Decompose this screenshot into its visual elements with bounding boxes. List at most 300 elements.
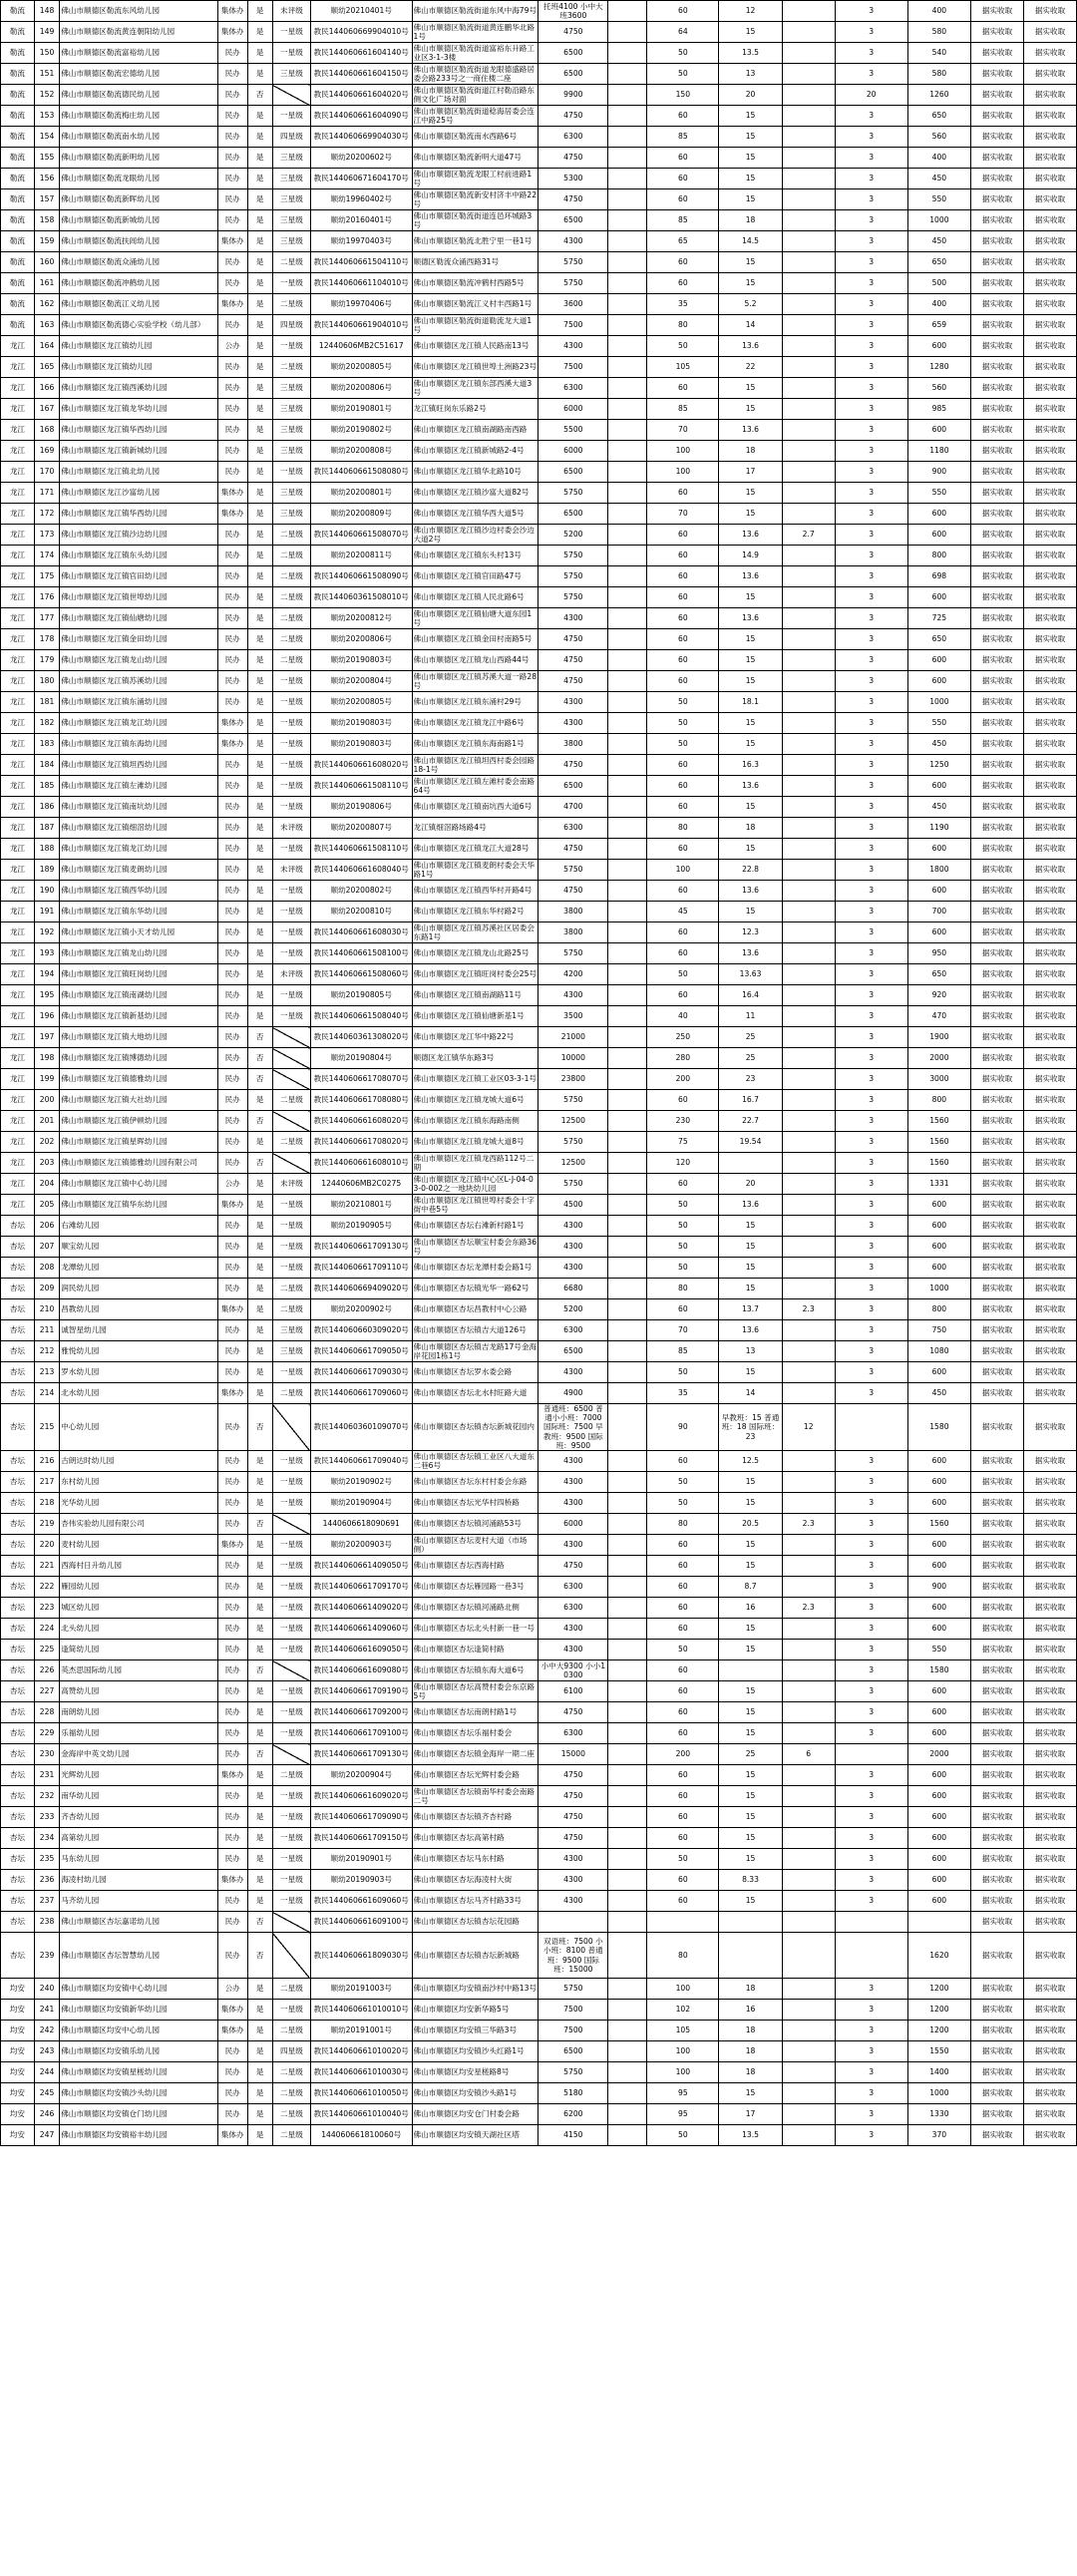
license-cell: 教民144060661104010号 xyxy=(310,273,412,294)
subsidy-cell xyxy=(782,1577,835,1598)
address-cell: 佛山市顺德区龙江镇龙城大道6号 xyxy=(412,1090,538,1111)
ratio-cell: 15 xyxy=(719,839,782,860)
subsidy-cell xyxy=(782,1451,835,1472)
fee-standard-cell: 4750 xyxy=(538,671,608,692)
charge-method-cell: 据实收取 xyxy=(971,399,1024,420)
address-cell: 佛山市顺德区杏坛罗水委会路 xyxy=(412,1362,538,1383)
charge-method-cell: 据实收取 xyxy=(971,922,1024,943)
charge-method-cell-2: 据实收取 xyxy=(1024,378,1077,399)
fee-note-cell xyxy=(608,881,647,902)
fee-standard-cell: 9900 xyxy=(538,85,608,106)
license-cell: 教民144060661604020号 xyxy=(310,85,412,106)
town-cell: 龙江 xyxy=(1,1153,35,1174)
row-number-cell: 237 xyxy=(34,1891,59,1912)
other-fee-cell: 600 xyxy=(907,1451,970,1472)
fee-note-cell xyxy=(608,483,647,504)
extra-fee-cell: 3 xyxy=(835,818,907,839)
grade-cell: 一星级 xyxy=(272,797,310,818)
town-cell: 龙江 xyxy=(1,483,35,504)
fee-note-cell xyxy=(608,1027,647,1048)
ratio-cell: 22.7 xyxy=(719,1111,782,1132)
address-cell: 佛山市顺德区勒流街道黄连鹏华北路1号 xyxy=(412,22,538,43)
charge-method-cell: 据实收取 xyxy=(971,964,1024,985)
charge-method-cell-2: 据实收取 xyxy=(1024,1451,1077,1472)
school-type-cell: 民办 xyxy=(217,1681,247,1702)
charge-method-cell-2: 据实收取 xyxy=(1024,420,1077,441)
grade-cell: 一星级 xyxy=(272,1891,310,1912)
address-cell: 佛山市顺德区龙江镇龙山西路44号 xyxy=(412,650,538,671)
grade-cell: 二星级 xyxy=(272,1979,310,2000)
kindergarten-name-cell: 佛山市顺德区均安镇星槎幼儿园 xyxy=(60,2062,218,2083)
school-type-cell: 民办 xyxy=(217,671,247,692)
inclusive-cell: 是 xyxy=(247,1786,272,1807)
fee-standard-cell: 4300 xyxy=(538,608,608,629)
charge-method-cell: 据实收取 xyxy=(971,1765,1024,1786)
kindergarten-name-cell: 佛山市顺德区龙江镇苏溪幼儿园 xyxy=(60,671,218,692)
town-cell: 杏坛 xyxy=(1,1577,35,1598)
extra-fee-cell: 3 xyxy=(835,2062,907,2083)
subsidy-cell xyxy=(782,1362,835,1383)
school-type-cell: 民办 xyxy=(217,1807,247,1828)
charge-method-cell: 据实收取 xyxy=(971,420,1024,441)
fee-note-cell xyxy=(608,692,647,713)
kindergarten-name-cell: 逢简幼儿园 xyxy=(60,1640,218,1660)
row-number-cell: 198 xyxy=(34,1048,59,1069)
kindergarten-name-cell: 佛山市顺德区龙江镇博德幼儿园 xyxy=(60,1048,218,1069)
ratio-cell: 8.7 xyxy=(719,1577,782,1598)
town-cell: 龙江 xyxy=(1,608,35,629)
license-cell: 顺幼20190803号 xyxy=(310,713,412,734)
row-number-cell: 212 xyxy=(34,1341,59,1362)
grade-cell: 二星级 xyxy=(272,357,310,378)
charge-method-cell: 据实收取 xyxy=(971,1237,1024,1258)
kindergarten-name-cell: 佛山市顺德区龙江镇小天才幼儿园 xyxy=(60,922,218,943)
grade-cell: 一星级 xyxy=(272,1472,310,1493)
fee-standard-cell: 5750 xyxy=(538,252,608,273)
charge-method-cell: 据实收取 xyxy=(971,1090,1024,1111)
charge-method-cell: 据实收取 xyxy=(971,943,1024,964)
other-fee-cell: 600 xyxy=(907,1493,970,1514)
row-number-cell: 247 xyxy=(34,2125,59,2146)
address-cell: 佛山市顺德区龙江镇华西大道5号 xyxy=(412,504,538,525)
other-fee-cell: 500 xyxy=(907,273,970,294)
charge-method-cell: 据实收取 xyxy=(971,713,1024,734)
fee-note-cell xyxy=(608,985,647,1006)
row-number-cell: 233 xyxy=(34,1807,59,1828)
address-cell: 佛山市顺德区杏坛昌教村中心公路 xyxy=(412,1299,538,1320)
other-fee-cell: 450 xyxy=(907,1383,970,1404)
table-row xyxy=(1,64,1077,85)
kindergarten-name-cell: 佛山市顺德区勒流德心实验学校（幼儿部） xyxy=(60,315,218,336)
row-number-cell: 203 xyxy=(34,1153,59,1174)
license-cell: 教民144060661608030号 xyxy=(310,922,412,943)
meal-fee-cell: 120 xyxy=(647,1153,719,1174)
school-type-cell: 民办 xyxy=(217,860,247,881)
charge-method-cell: 据实收取 xyxy=(971,839,1024,860)
extra-fee-cell: 3 xyxy=(835,231,907,252)
inclusive-cell: 是 xyxy=(247,169,272,189)
school-type-cell: 民办 xyxy=(217,315,247,336)
license-cell: 顺幼20210401号 xyxy=(310,1,412,22)
subsidy-cell xyxy=(782,629,835,650)
school-type-cell: 集体办 xyxy=(217,1870,247,1891)
address-cell: 佛山市顺德区勒流街道连邑环城路3号 xyxy=(412,210,538,231)
meal-fee-cell: 80 xyxy=(647,315,719,336)
meal-fee-cell: 60 xyxy=(647,1660,719,1681)
school-type-cell: 集体办 xyxy=(217,1,247,22)
fee-standard-cell: 6300 xyxy=(538,127,608,148)
meal-fee-cell: 60 xyxy=(647,1535,719,1556)
charge-method-cell-2: 据实收取 xyxy=(1024,106,1077,127)
address-cell: 佛山市顺德区杏坛马东村路 xyxy=(412,1849,538,1870)
subsidy-cell xyxy=(782,1619,835,1640)
other-fee-cell: 1200 xyxy=(907,2000,970,2021)
school-type-cell: 民办 xyxy=(217,1027,247,1048)
grade-cell: 一星级 xyxy=(272,1640,310,1660)
address-cell: 佛山市顺德区龙江镇华北路10号 xyxy=(412,462,538,483)
meal-fee-cell: 250 xyxy=(647,1027,719,1048)
ratio-cell: 15 xyxy=(719,169,782,189)
ratio-cell: 13.6 xyxy=(719,943,782,964)
charge-method-cell-2: 据实收取 xyxy=(1024,22,1077,43)
subsidy-cell: 12 xyxy=(782,1404,835,1451)
kindergarten-name-cell: 佛山市顺德区龙江镇新城幼儿园 xyxy=(60,441,218,462)
kindergarten-name-cell: 佛山市顺德区龙江镇东头幼儿园 xyxy=(60,546,218,566)
other-fee-cell: 600 xyxy=(907,420,970,441)
grade-cell: 一星级 xyxy=(272,1237,310,1258)
town-cell: 龙江 xyxy=(1,336,35,357)
subsidy-cell xyxy=(782,43,835,64)
kindergarten-name-cell: 佛山市顺德区龙江镇坦西幼儿园 xyxy=(60,755,218,776)
extra-fee-cell: 3 xyxy=(835,1383,907,1404)
address-cell: 佛山市顺德区杏坛东村村委会东路 xyxy=(412,1472,538,1493)
address-cell: 佛山市顺德区勒流街道富裕东升路工业区3-1-3楼 xyxy=(412,43,538,64)
other-fee-cell: 2000 xyxy=(907,1744,970,1765)
town-cell: 龙江 xyxy=(1,985,35,1006)
extra-fee-cell: 3 xyxy=(835,1619,907,1640)
fee-note-cell xyxy=(608,1341,647,1362)
charge-method-cell-2: 据实收取 xyxy=(1024,525,1077,546)
address-cell: 顺德区龙江镇华东路3号 xyxy=(412,1048,538,1069)
kindergarten-name-cell: 佛山市顺德区龙江镇大社幼儿园 xyxy=(60,1090,218,1111)
other-fee-cell: 950 xyxy=(907,943,970,964)
inclusive-cell: 是 xyxy=(247,1341,272,1362)
kindergarten-name-cell: 佛山市顺德区龙江镇东涌幼儿园 xyxy=(60,692,218,713)
subsidy-cell xyxy=(782,1174,835,1195)
fee-note-cell xyxy=(608,462,647,483)
town-cell: 均安 xyxy=(1,2000,35,2021)
ratio-cell: 25 xyxy=(719,1048,782,1069)
ratio-cell: 15 xyxy=(719,1216,782,1237)
kindergarten-name-cell: 佛山市顺德区龙江镇龙江幼儿园 xyxy=(60,839,218,860)
grade-cell xyxy=(272,1153,310,1174)
ratio-cell: 13.6 xyxy=(719,881,782,902)
kindergarten-name-cell: 佛山市顺德区龙江镇星晖幼儿园 xyxy=(60,1132,218,1153)
charge-method-cell-2: 据实收取 xyxy=(1024,943,1077,964)
inclusive-cell: 是 xyxy=(247,189,272,210)
fee-note-cell xyxy=(608,1786,647,1807)
charge-method-cell-2: 据实收取 xyxy=(1024,231,1077,252)
grade-cell xyxy=(272,1660,310,1681)
inclusive-cell: 是 xyxy=(247,127,272,148)
school-type-cell: 民办 xyxy=(217,2062,247,2083)
table-row xyxy=(1,608,1077,629)
town-cell: 杏坛 xyxy=(1,1493,35,1514)
charge-method-cell: 据实收取 xyxy=(971,22,1024,43)
fee-note-cell xyxy=(608,587,647,608)
subsidy-cell xyxy=(782,420,835,441)
row-number-cell: 175 xyxy=(34,566,59,587)
inclusive-cell: 是 xyxy=(247,1556,272,1577)
fee-note-cell xyxy=(608,1514,647,1535)
town-cell: 杏坛 xyxy=(1,1640,35,1660)
subsidy-cell xyxy=(782,1702,835,1723)
subsidy-cell: 6 xyxy=(782,1744,835,1765)
license-cell: 教民144060661508080号 xyxy=(310,462,412,483)
other-fee-cell: 600 xyxy=(907,1535,970,1556)
grade-cell: 一星级 xyxy=(272,671,310,692)
license-cell: 顺幼20160401号 xyxy=(310,210,412,231)
fee-note-cell xyxy=(608,1404,647,1451)
table-row xyxy=(1,755,1077,776)
meal-fee-cell: 60 xyxy=(647,1174,719,1195)
kindergarten-name-cell: 佛山市顺德区龙江镇大地幼儿园 xyxy=(60,1027,218,1048)
town-cell: 杏坛 xyxy=(1,1341,35,1362)
other-fee-cell: 400 xyxy=(907,1,970,22)
table-row xyxy=(1,734,1077,755)
fee-standard-cell: 4300 xyxy=(538,1870,608,1891)
inclusive-cell: 是 xyxy=(247,1870,272,1891)
table-row xyxy=(1,189,1077,210)
town-cell: 勒流 xyxy=(1,106,35,127)
charge-method-cell-2: 据实收取 xyxy=(1024,2000,1077,2021)
kindergarten-name-cell: 佛山市顺德区勒流黄连朝阳幼儿园 xyxy=(60,22,218,43)
charge-method-cell: 据实收取 xyxy=(971,2000,1024,2021)
address-cell: 龙江镇旺岗东乐路2号 xyxy=(412,399,538,420)
license-cell: 顺幼20200602号 xyxy=(310,148,412,169)
license-cell: 教民144060361308020号 xyxy=(310,1027,412,1048)
grade-cell: 三星级 xyxy=(272,231,310,252)
fee-note-cell xyxy=(608,1640,647,1660)
school-type-cell: 民办 xyxy=(217,1723,247,1744)
ratio-cell: 15 xyxy=(719,1362,782,1383)
address-cell: 佛山市顺德区勒流北胜宁里一巷1号 xyxy=(412,231,538,252)
address-cell: 佛山市顺德区龙江镇旺岗村委会25号 xyxy=(412,964,538,985)
ratio-cell: 18 xyxy=(719,2062,782,2083)
school-type-cell: 民办 xyxy=(217,629,247,650)
extra-fee-cell: 3 xyxy=(835,755,907,776)
subsidy-cell xyxy=(782,797,835,818)
charge-method-cell-2: 据实收取 xyxy=(1024,1195,1077,1216)
ratio-cell: 15 xyxy=(719,1556,782,1577)
kindergarten-name-cell: 佛山市顺德区龙江镇华西幼儿园 xyxy=(60,420,218,441)
grade-cell: 一星级 xyxy=(272,713,310,734)
charge-method-cell: 据实收取 xyxy=(971,1702,1024,1723)
grade-cell: 未评级 xyxy=(272,1,310,22)
kindergarten-name-cell: 佛山市顺德区龙江镇金田幼儿园 xyxy=(60,629,218,650)
fee-standard-cell: 4300 xyxy=(538,1472,608,1493)
ratio-cell: 16 xyxy=(719,1598,782,1619)
license-cell: 教民144060661709130号 xyxy=(310,1237,412,1258)
inclusive-cell: 是 xyxy=(247,148,272,169)
extra-fee-cell: 3 xyxy=(835,525,907,546)
extra-fee-cell: 3 xyxy=(835,546,907,566)
school-type-cell: 民办 xyxy=(217,1404,247,1451)
extra-fee-cell: 3 xyxy=(835,1451,907,1472)
grade-cell: 一星级 xyxy=(272,692,310,713)
town-cell: 杏坛 xyxy=(1,1765,35,1786)
fee-standard-cell: 4300 xyxy=(538,713,608,734)
charge-method-cell: 据实收取 xyxy=(971,148,1024,169)
inclusive-cell: 是 xyxy=(247,2000,272,2021)
charge-method-cell: 据实收取 xyxy=(971,189,1024,210)
row-number-cell: 158 xyxy=(34,210,59,231)
fee-standard-cell: 6500 xyxy=(538,504,608,525)
meal-fee-cell: 150 xyxy=(647,85,719,106)
charge-method-cell: 据实收取 xyxy=(971,1362,1024,1383)
subsidy-cell xyxy=(782,85,835,106)
meal-fee-cell: 60 xyxy=(647,483,719,504)
charge-method-cell-2: 据实收取 xyxy=(1024,1237,1077,1258)
address-cell: 佛山市顺德区龙江镇东海南路1号 xyxy=(412,734,538,755)
fee-standard-cell: 6500 xyxy=(538,1341,608,1362)
other-fee-cell: 600 xyxy=(907,1849,970,1870)
charge-method-cell-2: 据实收取 xyxy=(1024,922,1077,943)
fee-standard-cell: 6300 xyxy=(538,1320,608,1341)
kindergarten-name-cell: 佛山市顺德区勒流新晖幼儿园 xyxy=(60,189,218,210)
fee-note-cell xyxy=(608,1279,647,1299)
fee-note-cell xyxy=(608,2000,647,2021)
table-row xyxy=(1,1514,1077,1535)
row-number-cell: 161 xyxy=(34,273,59,294)
other-fee-cell: 450 xyxy=(907,169,970,189)
table-row xyxy=(1,336,1077,357)
ratio-cell: 22 xyxy=(719,357,782,378)
extra-fee-cell: 3 xyxy=(835,2000,907,2021)
row-number-cell: 159 xyxy=(34,231,59,252)
meal-fee-cell: 70 xyxy=(647,1320,719,1341)
address-cell: 佛山市顺德区杏坛镇吉大道126号 xyxy=(412,1320,538,1341)
license-cell: 教民144060661508060号 xyxy=(310,964,412,985)
inclusive-cell: 是 xyxy=(247,608,272,629)
other-fee-cell: 580 xyxy=(907,22,970,43)
kindergarten-name-cell: 佛山市顺德区龙江镇华西幼儿园 xyxy=(60,504,218,525)
charge-method-cell: 据实收取 xyxy=(971,85,1024,106)
address-cell: 佛山市顺德区龙江镇东华村路2号 xyxy=(412,902,538,922)
table-row xyxy=(1,2041,1077,2062)
charge-method-cell: 据实收取 xyxy=(971,252,1024,273)
table-row xyxy=(1,315,1077,336)
table-row xyxy=(1,922,1077,943)
charge-method-cell-2: 据实收取 xyxy=(1024,85,1077,106)
subsidy-cell xyxy=(782,1849,835,1870)
charge-method-cell: 据实收取 xyxy=(971,1979,1024,2000)
inclusive-cell: 是 xyxy=(247,587,272,608)
other-fee-cell: 1080 xyxy=(907,1341,970,1362)
meal-fee-cell: 70 xyxy=(647,504,719,525)
address-cell: 佛山市顺德区龙江镇仙塘新基1号 xyxy=(412,1006,538,1027)
inclusive-cell: 是 xyxy=(247,1237,272,1258)
fee-standard-cell: 4300 xyxy=(538,692,608,713)
charge-method-cell: 据实收取 xyxy=(971,2021,1024,2041)
row-number-cell: 215 xyxy=(34,1404,59,1451)
school-type-cell: 集体办 xyxy=(217,713,247,734)
subsidy-cell xyxy=(782,881,835,902)
other-fee-cell: 550 xyxy=(907,713,970,734)
address-cell: 佛山市顺德区龙江镇龙西路112号二期 xyxy=(412,1153,538,1174)
other-fee-cell: 698 xyxy=(907,566,970,587)
inclusive-cell: 是 xyxy=(247,1472,272,1493)
ratio-cell: 15 xyxy=(719,650,782,671)
extra-fee-cell: 3 xyxy=(835,1765,907,1786)
fee-standard-cell: 7500 xyxy=(538,315,608,336)
kindergarten-name-cell: 佛山市顺德区龙江镇麦朗幼儿园 xyxy=(60,860,218,881)
inclusive-cell: 是 xyxy=(247,483,272,504)
meal-fee-cell: 50 xyxy=(647,1472,719,1493)
ratio-cell: 15 xyxy=(719,273,782,294)
charge-method-cell-2: 据实收取 xyxy=(1024,2083,1077,2104)
kindergarten-name-cell: 佛山市顺德区龙江镇仙塘幼儿园 xyxy=(60,608,218,629)
kindergarten-name-cell: 南朗幼儿园 xyxy=(60,1702,218,1723)
fee-note-cell xyxy=(608,1299,647,1320)
row-number-cell: 177 xyxy=(34,608,59,629)
row-number-cell: 202 xyxy=(34,1132,59,1153)
other-fee-cell: 900 xyxy=(907,1577,970,1598)
inclusive-cell: 是 xyxy=(247,1828,272,1849)
row-number-cell: 213 xyxy=(34,1362,59,1383)
charge-method-cell-2: 据实收取 xyxy=(1024,483,1077,504)
row-number-cell: 193 xyxy=(34,943,59,964)
ratio-cell: 8.33 xyxy=(719,1870,782,1891)
town-cell: 勒流 xyxy=(1,252,35,273)
town-cell: 龙江 xyxy=(1,881,35,902)
license-cell: 教民144060661409060号 xyxy=(310,1619,412,1640)
subsidy-cell xyxy=(782,1132,835,1153)
school-type-cell: 民办 xyxy=(217,2041,247,2062)
table-row xyxy=(1,148,1077,169)
ratio-cell: 25 xyxy=(719,1744,782,1765)
town-cell: 勒流 xyxy=(1,294,35,315)
ratio-cell: 15 xyxy=(719,252,782,273)
town-cell: 均安 xyxy=(1,2062,35,2083)
meal-fee-cell: 60 xyxy=(647,1723,719,1744)
meal-fee-cell: 60 xyxy=(647,1681,719,1702)
row-number-cell: 150 xyxy=(34,43,59,64)
address-cell: 佛山市顺德区龙江镇世埠土洲路23号 xyxy=(412,357,538,378)
town-cell: 龙江 xyxy=(1,1195,35,1216)
kindergarten-name-cell: 乐福幼儿园 xyxy=(60,1723,218,1744)
extra-fee-cell: 3 xyxy=(835,1,907,22)
license-cell: 教民144060661709170号 xyxy=(310,1577,412,1598)
charge-method-cell-2: 据实收取 xyxy=(1024,902,1077,922)
grade-cell: 一星级 xyxy=(272,902,310,922)
school-type-cell: 民办 xyxy=(217,1556,247,1577)
subsidy-cell xyxy=(782,1153,835,1174)
ratio-cell: 15 xyxy=(719,504,782,525)
charge-method-cell-2: 据实收取 xyxy=(1024,1786,1077,1807)
address-cell: 佛山市顺德区均安镇南沙村中路13号 xyxy=(412,1979,538,2000)
school-type-cell: 集体办 xyxy=(217,1765,247,1786)
fee-note-cell xyxy=(608,1660,647,1681)
address-cell: 佛山市顺德区勒流街道勒流龙大道1号 xyxy=(412,315,538,336)
grade-cell: 一星级 xyxy=(272,1681,310,1702)
town-cell: 杏坛 xyxy=(1,1744,35,1765)
ratio-cell: 13.6 xyxy=(719,776,782,797)
table-row xyxy=(1,294,1077,315)
fee-note-cell xyxy=(608,1807,647,1828)
grade-cell: 一星级 xyxy=(272,1807,310,1828)
charge-method-cell-2: 据实收取 xyxy=(1024,734,1077,755)
